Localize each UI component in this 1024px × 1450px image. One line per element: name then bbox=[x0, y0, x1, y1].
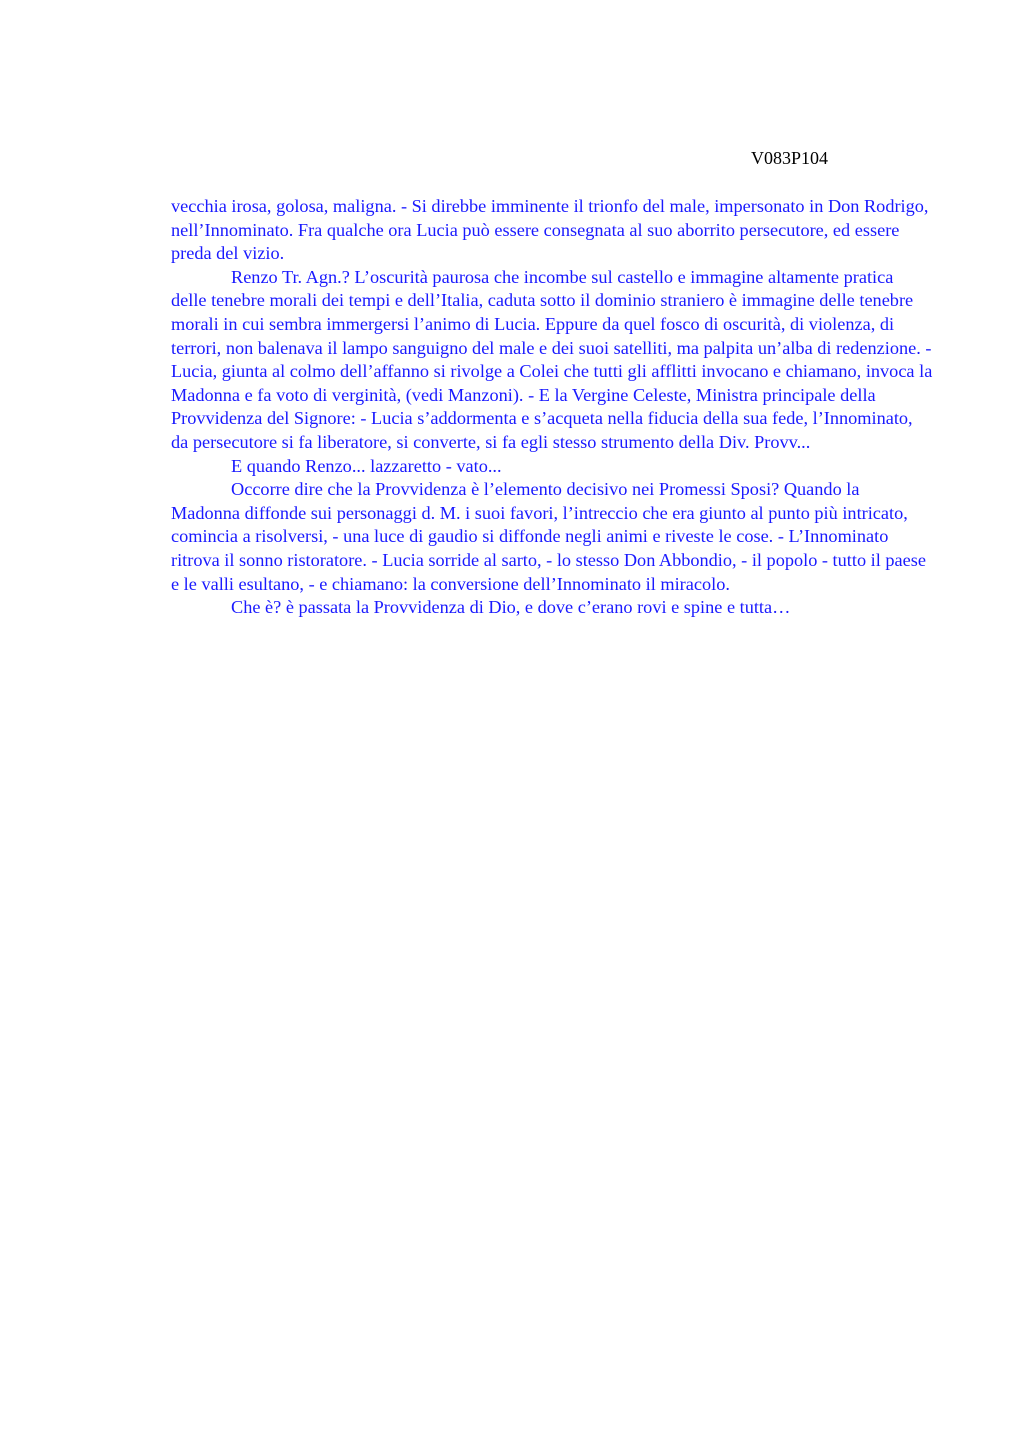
body-text bbox=[171, 195, 933, 620]
paragraph-4: Occorre dire che la Provvidenza è l’elemento decisivo nei Promessi Sposi? Quando la Madonna diffonde sui personaggi d. M. i suoi favori, l’intreccio che era giunto al punto più intricato, comincia a risolversi, - una luce di gaudio si diffonde negli animi e riveste le cose. - L’Innominato ritrova il sonno ristoratore. - Lucia sorride al sarto, - lo stesso Don Abbondio, - il popolo - tutto il paese e le valli esultano, - e chiamano: la conversione dell’Innominato il miracolo. bbox=[171, 479, 926, 594]
paragraph-3: E quando Renzo... lazzaretto - vato... bbox=[231, 455, 502, 476]
page-code: V083P104 bbox=[751, 148, 829, 168]
paragraph-5: Che è? è passata la Provvidenza di Dio, e dove c’erano rovi e spine e tutta… bbox=[231, 597, 791, 618]
paragraph-2: Renzo Tr. Agn.? L’oscurità paurosa che incombe sul castello e immagine altamente pratica delle tenebre morali dei tempi e dell’Italia, caduta sotto il dominio straniero è immagine delle tenebre morali in cui sembra immergersi l’animo di Lucia. Eppure da quel fosco di oscurità, di violenza, di terrori, non balenava il lampo sanguigno del male e dei suoi satelliti, ma palpita un’alba di redenzione. - Lucia, giunta al colmo dell’affanno si rivolge a Colei che tutti gli afflitti invocano e chiamano, invoca la Madonna e fa voto di verginità, (vedi Manzoni). - E la Vergine Celeste, Ministra principale della Provvidenza del Signore: - Lucia s’addormenta e s’acqueta nella fiducia della sua fede, l’Innominato, da persecutore si fa liberatore, si converte, si fa egli stesso strumento della Div. Provv... bbox=[171, 266, 933, 452]
paragraph-1: vecchia irosa, golosa, maligna. - Si direbbe imminente il trionfo del male, impersonato in Don Rodrigo, nell’Innominato. Fra qualche ora Lucia può essere consegnata al suo aborrito persecutore, ed essere preda del vizio. bbox=[171, 196, 929, 264]
